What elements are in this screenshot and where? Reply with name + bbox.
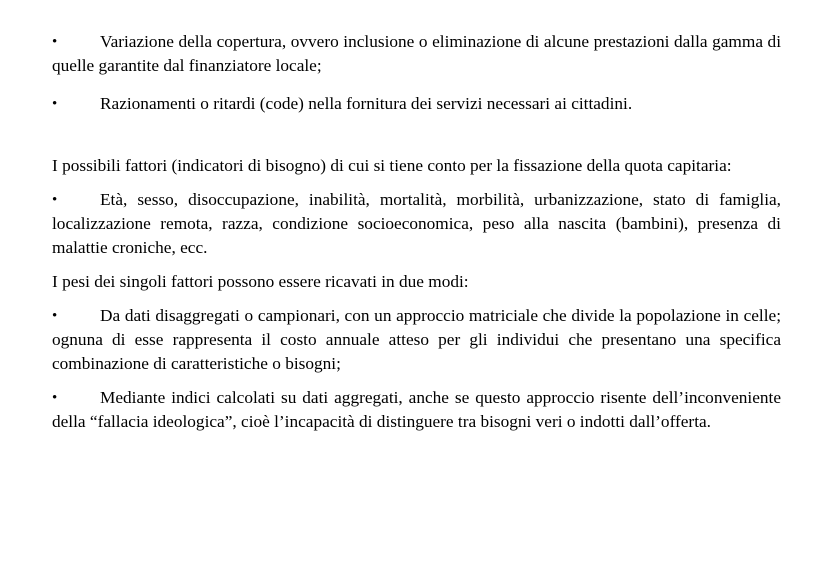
bullet-icon: • bbox=[52, 192, 58, 208]
bullet-text: Mediante indici calcolati su dati aggregati, anche se questo approccio risente dell’inconveniente della “fallacia ideologica”, cioè l’incapacità di distinguere tra bisogni veri o indotti dall’offerta. bbox=[52, 388, 781, 431]
bullet-item-coverage-variation bbox=[52, 30, 781, 78]
bullet-text: Variazione della copertura, ovvero inclusione o eliminazione di alcune prestazioni dalla gamma di quelle garantite dal finanziatore locale; bbox=[52, 32, 781, 75]
bullet-item-rationing bbox=[52, 92, 781, 116]
paragraph-need-indicators: I possibili fattori (indicatori di bisogno) di cui si tiene conto per la fissazione della quota capitaria: bbox=[52, 156, 732, 175]
bullet-text: Età, sesso, disoccupazione, inabilità, mortalità, morbilità, urbanizzazione, stato di famiglia, localizzazione remota, razza, condizione socioeconomica, peso alla nascita (bambini), presenza di malattie croniche, ecc. bbox=[52, 190, 781, 257]
bullet-icon: • bbox=[52, 390, 58, 406]
document-page bbox=[52, 30, 781, 434]
bullet-icon: • bbox=[52, 96, 58, 112]
bullet-text: Da dati disaggregati o campionari, con un approccio matriciale che divide la popolazione in celle; ognuna di esse rappresenta il costo annuale atteso per gli individui che presentano una specifica combinazione di caratteristiche o bisogni; bbox=[52, 306, 781, 373]
bullet-text: Razionamenti o ritardi (code) nella fornitura dei servizi necessari ai cittadini. bbox=[100, 94, 633, 113]
bullet-icon: • bbox=[52, 308, 58, 324]
bullet-item-disaggregated-data bbox=[52, 304, 781, 376]
bullet-item-aggregated-indices bbox=[52, 386, 781, 434]
bullet-icon: • bbox=[52, 34, 58, 50]
bullet-item-factors-list bbox=[52, 188, 781, 260]
paragraph-weights: I pesi dei singoli fattori possono essere ricavati in due modi: bbox=[52, 272, 469, 291]
